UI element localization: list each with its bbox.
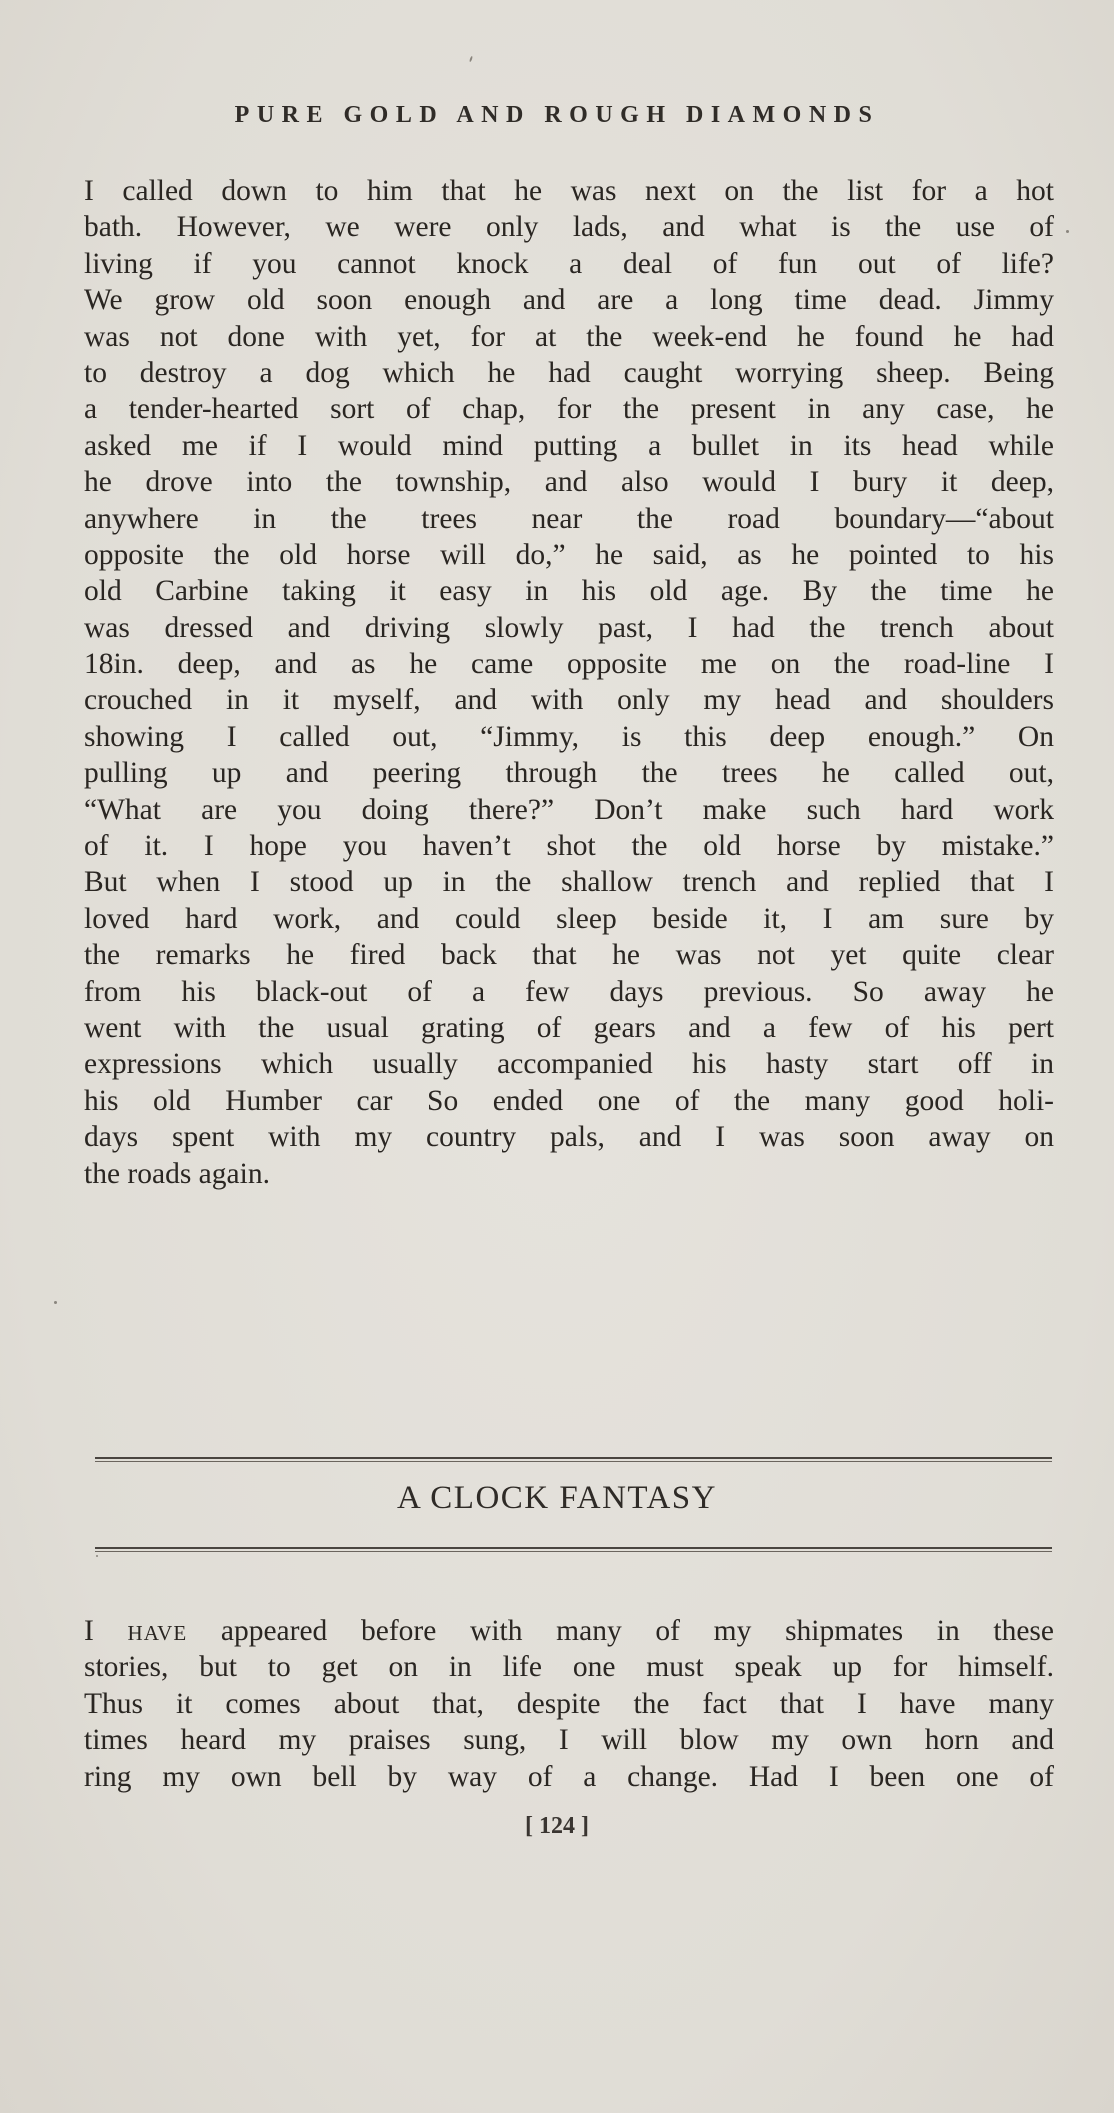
running-head: PURE GOLD AND ROUGH DIAMONDS [234,102,880,128]
paragraph-opening [84,1613,1054,1795]
text-line: Thus it comes about that, despite the fact that I have many [84,1687,1054,1720]
text-line: the roads again. [84,1157,270,1190]
text-line: “What are you doing there?” Don’t make such hard work [84,793,1054,826]
text-line: bath. However, we were only lads, and what is the use of [84,211,1054,244]
opening-smallcaps: have [127,1615,188,1647]
text-line: ring my own bell by way of a change. Had I been one of [84,1760,1054,1793]
section-rule-bottom [95,1547,1052,1552]
print-speck [1066,230,1069,233]
text-line: was not done with yet, for at the week-end he found he had [84,320,1054,353]
text-line: of it. I hope you haven’t shot the old horse by mistake.” [84,830,1054,863]
text-line: We grow old soon enough and are a long time dead. Jimmy [84,284,1054,317]
section-rule-top [95,1457,1052,1462]
text-line: expressions which usually accompanied his hasty start off in [84,1048,1054,1081]
text-line: anywhere in the trees near the road boundary—“about [84,502,1054,535]
text-line: times heard my praises sung, I will blow my own horn and [84,1724,1054,1757]
text-line: living if you cannot knock a deal of fun out of life? [84,247,1054,280]
text-line: stories, but to get on in life one must speak up for himself. [84,1651,1054,1684]
print-speck [96,1555,98,1557]
page-number: [ 124 ] [525,1813,589,1839]
text-line: opposite the old horse will do,” he said, as he pointed to his [84,538,1054,571]
text-line: the remarks he fired back that he was not yet quite clear [84,939,1054,972]
text-line: 18in. deep, and as he came opposite me on the road-line I [84,648,1054,681]
text-line [84,1613,1054,1649]
print-speck [54,1301,57,1304]
text-line: he drove into the township, and also would I bury it deep, [84,466,1054,499]
text-line: pulling up and peering through the trees he called out, [84,757,1054,790]
text-line: to destroy a dog which he had caught worrying sheep. Being [84,356,1054,389]
text-line: I called down to him that he was next on the list for a hot [84,175,1054,207]
text-line: crouched in it myself, and with only my head and shoulders [84,684,1054,717]
print-mark [469,56,473,62]
text-line: days spent with my country pals, and I was soon away on [84,1121,1054,1154]
text-line: from his black-out of a few days previous. So away he [84,975,1054,1008]
text-line: showing I called out, “Jimmy, is this deep enough.” On [84,720,1054,753]
opening-rest: appeared before with many of my shipmates in these [220,1615,1055,1647]
text-line: went with the usual grating of gears and a few of his pert [84,1011,1054,1044]
text-line: asked me if I would mind putting a bullet in its head while [84,429,1054,462]
text-line: his old Humber car So ended one of the many good holi- [84,1084,1054,1117]
paragraph-body [84,173,1054,1192]
text-line: a tender-hearted sort of chap, for the present in any case, he [84,393,1054,426]
text-line: loved hard work, and could sleep beside it, I am sure by [84,902,1054,935]
text-line: But when I stood up in the shallow trench and replied that I [84,866,1054,899]
text-line: was dressed and driving slowly past, I had the trench about [84,611,1054,644]
text-line: old Carbine taking it easy in his old age. By the time he [84,575,1054,608]
opening-initial: I [84,1615,94,1647]
section-title: A CLOCK FANTASY [397,1480,717,1516]
